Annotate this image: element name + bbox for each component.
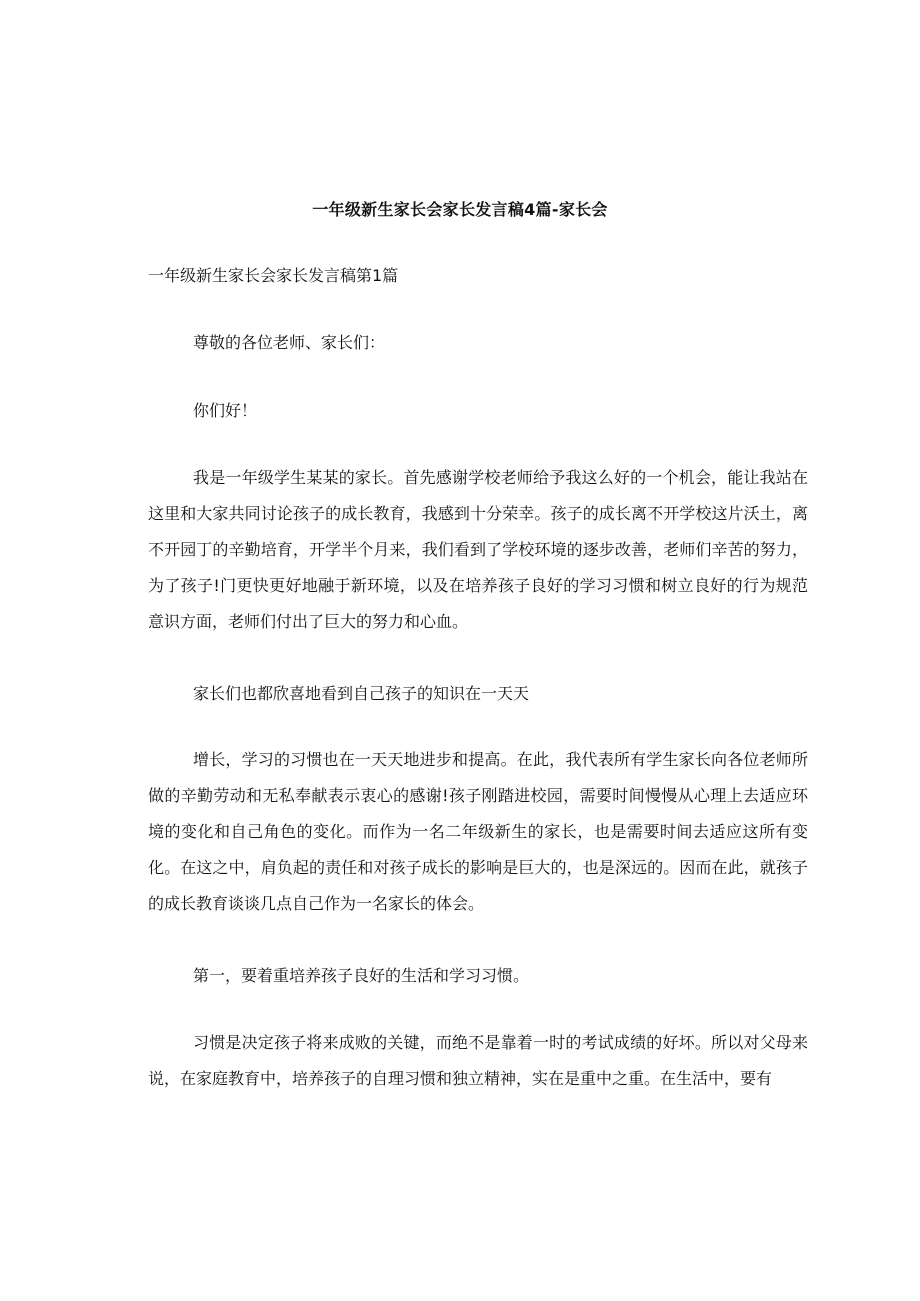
section-heading: 第一，要着重培养孩子良好的生活和学习习惯。 <box>193 966 530 985</box>
document-title: 一年级新生家长会家长发言稿4篇-家长会 <box>312 200 608 219</box>
paragraph: 我是一年级学生某某的家长。首先感谢学校老师给予我这么好的一个机会，能让我站在这里和大家共同讨论孩子的成长教育，我感到十分荣幸。孩子的成长离不开学校这片沃土，离不开园丁的辛勤培育，开学半个月来，我们看到了学校环境的逐步改善，老师们辛苦的努力，为了孩子!门更快更好地融于新环境，以及在培养孩子良好的学习习惯和树立良好的行为规范意识方面，老师们付出了巨大的努力和心血。 <box>148 468 808 631</box>
paragraph-line: 家长们也都欣喜地看到自己孩子的知识在一天天 <box>193 684 530 703</box>
salutation: 尊敬的各位老师、家长们： <box>193 333 386 352</box>
paragraph: 习惯是决定孩子将来成败的关键，而绝不是靠着一时的考试成绩的好坏。所以对父母来说，在家庭教育中，培养孩子的自理习惯和独立精神，实在是重中之重。在生活中，要有 <box>148 1033 808 1088</box>
paragraph: 增长，学习的习惯也在一天天地进步和提高。在此，我代表所有学生家长向各位老师所做的辛勤劳动和无私奉献表示衷心的感谢!孩子刚踏进校园，需要时间慢慢从心理上去适应环境的变化和自己角色的变化。而作为一名二年级新生的家长，也是需要时间去适应这所有变化。在这之中，肩负起的责任和对孩子成长的影响是巨大的，也是深远的。因而在此，就孩子的成长教育谈谈几点自己作为一名家长的体会。 <box>148 750 808 913</box>
greeting: 你们好！ <box>193 401 258 420</box>
document-subtitle: 一年级新生家长会家长发言稿第1篇 <box>148 266 399 285</box>
